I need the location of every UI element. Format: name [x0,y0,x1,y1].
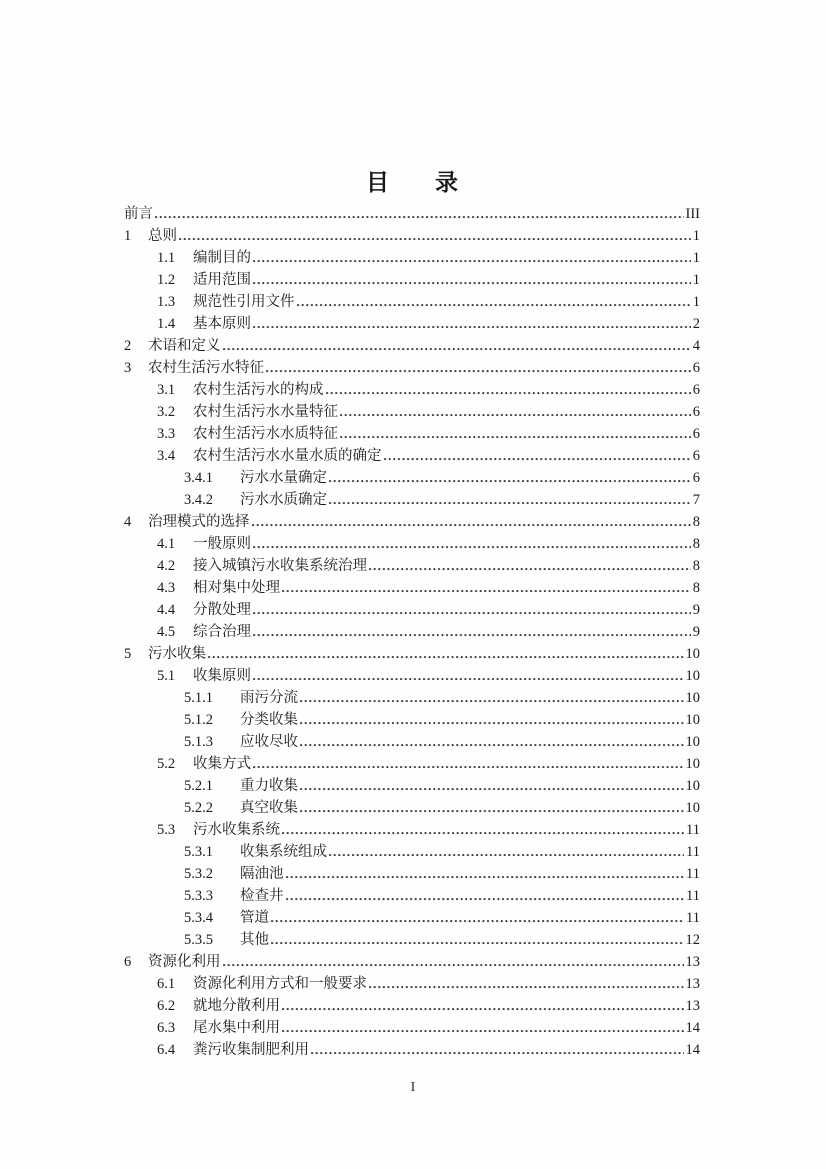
toc-entry-page: 9 [692,602,700,618]
toc-entry-label: 适用范围 [193,272,251,288]
toc-entry[interactable] [124,709,700,731]
toc-entry-page: 7 [692,492,700,508]
dot-leader [282,819,684,841]
dot-leader [282,1017,684,1039]
toc-entry[interactable] [124,313,700,335]
toc-entry-number: 5.1.1 [184,690,213,706]
toc-entry-label: 相对集中处理 [193,580,280,596]
toc-entry-label: 真空收集 [240,800,298,816]
dot-leader [253,599,691,621]
toc-entry-page: 1 [692,272,700,288]
toc-entry-page: 6 [692,404,700,420]
toc-entry-label: 综合治理 [193,624,251,640]
toc-entry-page: 10 [685,734,700,750]
toc-entry-page: 8 [692,514,700,530]
toc-entry-number: 2 [124,338,132,354]
toc-entry-page: 14 [685,1042,700,1058]
toc-entry-page: 10 [685,690,700,706]
toc-entry[interactable] [124,973,700,995]
toc-entry-label: 重力收集 [240,778,298,794]
dot-leader [253,665,684,687]
toc-entry-label: 农村生活污水的构成 [193,382,324,398]
toc-entry[interactable] [124,401,700,423]
toc-entry-number: 5.3.2 [184,866,213,882]
toc-entry-number: 6.1 [157,976,176,992]
dot-leader [326,379,691,401]
toc-entry[interactable] [124,357,700,379]
toc-entry-label: 收集方式 [193,756,251,772]
toc-entry-page: 8 [692,558,700,574]
toc-entry-number: 4.4 [157,602,176,618]
toc-entry[interactable] [124,555,700,577]
toc-entry[interactable] [124,225,700,247]
toc-entry-label: 其他 [240,932,269,948]
dot-leader [271,907,684,929]
toc-entry-page: III [685,206,700,222]
toc-entry[interactable] [124,753,700,775]
toc-entry-label: 尾水集中利用 [193,1020,280,1036]
toc-entry-number: 5.1.2 [184,712,213,728]
toc-entry-number: 3 [124,360,132,376]
toc-entry[interactable] [124,291,700,313]
toc-entry-page: 10 [685,778,700,794]
toc-entry-label: 农村生活污水水质特征 [193,426,338,442]
dot-leader [253,533,691,555]
toc-entry-number: 4.3 [157,580,176,596]
dot-leader [253,269,691,291]
toc-entry-number: 1.1 [157,250,176,266]
dot-leader [253,753,684,775]
dot-leader [329,467,691,489]
toc-entry-number: 1 [124,228,132,244]
toc-entry-label: 农村生活污水特征 [148,360,264,376]
toc-entry-page: 6 [692,448,700,464]
toc-entry[interactable] [124,621,700,643]
dot-leader [208,643,684,665]
toc-entry-page: 11 [686,910,700,926]
toc-entry-number: 5.1.3 [184,734,213,750]
toc-entry-label: 规范性引用文件 [193,294,295,310]
toc-entry-label: 农村生活污水水量水质的确定 [193,448,382,464]
toc-entry[interactable] [124,841,700,863]
dot-leader [311,1039,684,1061]
toc-entry-page: 10 [685,756,700,772]
toc-entry-number: 3.3 [157,426,176,442]
page-title: 目 录 [366,170,458,195]
toc-entry-label: 粪污收集制肥利用 [193,1042,309,1058]
dot-leader [369,973,684,995]
toc-entry-page: 8 [692,536,700,552]
toc-entry[interactable] [124,775,700,797]
toc-entry-page: 10 [685,712,700,728]
toc-entry-label: 接入城镇污水收集系统治理 [193,558,367,574]
toc-entry[interactable] [124,687,700,709]
toc-entry-number: 6.4 [157,1042,176,1058]
dot-leader [271,929,684,951]
toc-entry-number: 5.3 [157,822,176,838]
toc-entry-number: 4.5 [157,624,176,640]
toc-entry[interactable] [124,599,700,621]
toc-entry-page: 13 [685,998,700,1014]
toc-entry-number: 5.3.4 [184,910,213,926]
toc-entry-label: 收集原则 [193,668,251,684]
dot-leader [329,489,691,511]
dot-leader [329,841,684,863]
toc-entry[interactable] [124,1039,700,1061]
toc-entry-page: 10 [685,668,700,684]
dot-leader [300,687,684,709]
toc-content [124,0,700,1061]
toc-entry[interactable] [124,863,700,885]
toc-entry-page: 11 [686,844,700,860]
dot-leader [286,885,685,907]
toc-entry[interactable] [124,951,700,973]
toc-entry-label: 一般原则 [193,536,251,552]
toc-entry-number: 6.3 [157,1020,176,1036]
toc-entry-label: 农村生活污水水量特征 [193,404,338,420]
toc-entry[interactable] [124,577,700,599]
toc-entry-number: 3.1 [157,382,176,398]
toc-entry-page: 6 [692,360,700,376]
footer-page-number: I [410,1080,416,1095]
dot-leader [282,995,684,1017]
toc-entry[interactable] [124,247,700,269]
dot-leader [266,357,691,379]
toc-entry-page: 6 [692,426,700,442]
dot-leader [340,423,691,445]
dot-leader [286,863,685,885]
toc-entry-number: 3.4.1 [184,470,213,486]
toc-entry[interactable] [124,423,700,445]
dot-leader [369,555,691,577]
toc-entry-label: 管道 [240,910,269,926]
toc-entry-number: 5.3.5 [184,932,213,948]
toc-entry-page: 13 [685,954,700,970]
dot-leader [340,401,691,423]
toc-entry[interactable] [124,907,700,929]
toc-entry-number: 1.3 [157,294,176,310]
toc-entry-page: 13 [685,976,700,992]
toc-entry-label: 应收尽收 [240,734,298,750]
toc-entry-number: 4.2 [157,558,176,574]
toc-entry-number: 5.1 [157,668,176,684]
toc-list [124,203,700,1061]
toc-entry-page: 2 [692,316,700,332]
toc-entry[interactable] [124,665,700,687]
dot-leader [155,203,684,225]
toc-entry-number: 4 [124,514,132,530]
dot-leader [253,247,691,269]
toc-entry-number: 5 [124,646,132,662]
toc-entry[interactable] [124,929,700,951]
toc-entry[interactable] [124,489,700,511]
toc-entry[interactable] [124,819,700,841]
toc-entry-label: 污水水质确定 [240,492,327,508]
toc-entry[interactable] [124,797,700,819]
toc-entry-number: 1.4 [157,316,176,332]
toc-entry-number: 6 [124,954,132,970]
toc-entry-label: 分类收集 [240,712,298,728]
toc-entry-label: 污水水量确定 [240,470,327,486]
toc-entry-page: 1 [692,250,700,266]
toc-entry-label: 隔油池 [240,866,284,882]
toc-entry-page: 11 [686,822,700,838]
dot-leader [300,709,684,731]
toc-entry-label: 就地分散利用 [193,998,280,1014]
dot-leader [253,621,691,643]
toc-entry-page: 11 [686,866,700,882]
dot-leader [223,335,691,357]
toc-entry[interactable] [124,533,700,555]
toc-entry-page: 10 [685,800,700,816]
toc-entry[interactable] [124,379,700,401]
toc-entry-page: 12 [685,932,700,948]
toc-entry[interactable] [124,467,700,489]
toc-entry[interactable] [124,1017,700,1039]
dot-leader [384,445,691,467]
toc-entry-number: 3.4.2 [184,492,213,508]
toc-entry-number: 3.2 [157,404,176,420]
toc-entry-label: 收集系统组成 [240,844,327,860]
toc-entry-page: 11 [686,888,700,904]
toc-entry-page: 14 [685,1020,700,1036]
toc-entry[interactable] [124,203,700,225]
toc-entry[interactable] [124,335,700,357]
toc-entry-number: 4.1 [157,536,176,552]
toc-entry-page: 6 [692,382,700,398]
toc-entry-number: 5.3.3 [184,888,213,904]
toc-entry-label: 资源化利用 [148,954,221,970]
dot-leader [300,797,684,819]
toc-entry-page: 10 [685,646,700,662]
toc-entry-page: 4 [692,338,700,354]
dot-leader [253,313,691,335]
toc-entry-label: 基本原则 [193,316,251,332]
toc-entry-number: 5.2 [157,756,176,772]
toc-entry[interactable] [124,511,700,533]
toc-entry-number: 3.4 [157,448,176,464]
dot-leader [252,511,691,533]
toc-entry[interactable] [124,269,700,291]
toc-entry-number: 5.3.1 [184,844,213,860]
toc-entry-label: 污水收集系统 [193,822,280,838]
toc-entry[interactable] [124,885,700,907]
toc-entry-page: 1 [692,294,700,310]
dot-leader [300,731,684,753]
toc-entry-page: 9 [692,624,700,640]
toc-entry[interactable] [124,643,700,665]
dot-leader [297,291,691,313]
toc-entry-label: 前言 [124,206,153,222]
toc-entry-label: 污水收集 [148,646,206,662]
toc-entry-number: 1.2 [157,272,176,288]
toc-entry-page: 8 [692,580,700,596]
toc-entry-page: 1 [692,228,700,244]
toc-entry[interactable] [124,731,700,753]
toc-entry-label: 分散处理 [193,602,251,618]
toc-entry-page: 6 [692,470,700,486]
toc-entry-number: 5.2.2 [184,800,213,816]
dot-leader [223,951,684,973]
toc-entry-label: 雨污分流 [240,690,298,706]
toc-entry[interactable] [124,995,700,1017]
toc-entry-label: 总则 [148,228,177,244]
toc-entry[interactable] [124,445,700,467]
toc-entry-label: 术语和定义 [148,338,221,354]
dot-leader [282,577,691,599]
toc-entry-label: 编制目的 [193,250,251,266]
toc-entry-number: 6.2 [157,998,176,1014]
dot-leader [179,225,691,247]
toc-entry-label: 资源化利用方式和一般要求 [193,976,367,992]
toc-entry-number: 5.2.1 [184,778,213,794]
toc-entry-label: 检查井 [240,888,284,904]
dot-leader [300,775,684,797]
toc-entry-label: 治理模式的选择 [148,514,250,530]
